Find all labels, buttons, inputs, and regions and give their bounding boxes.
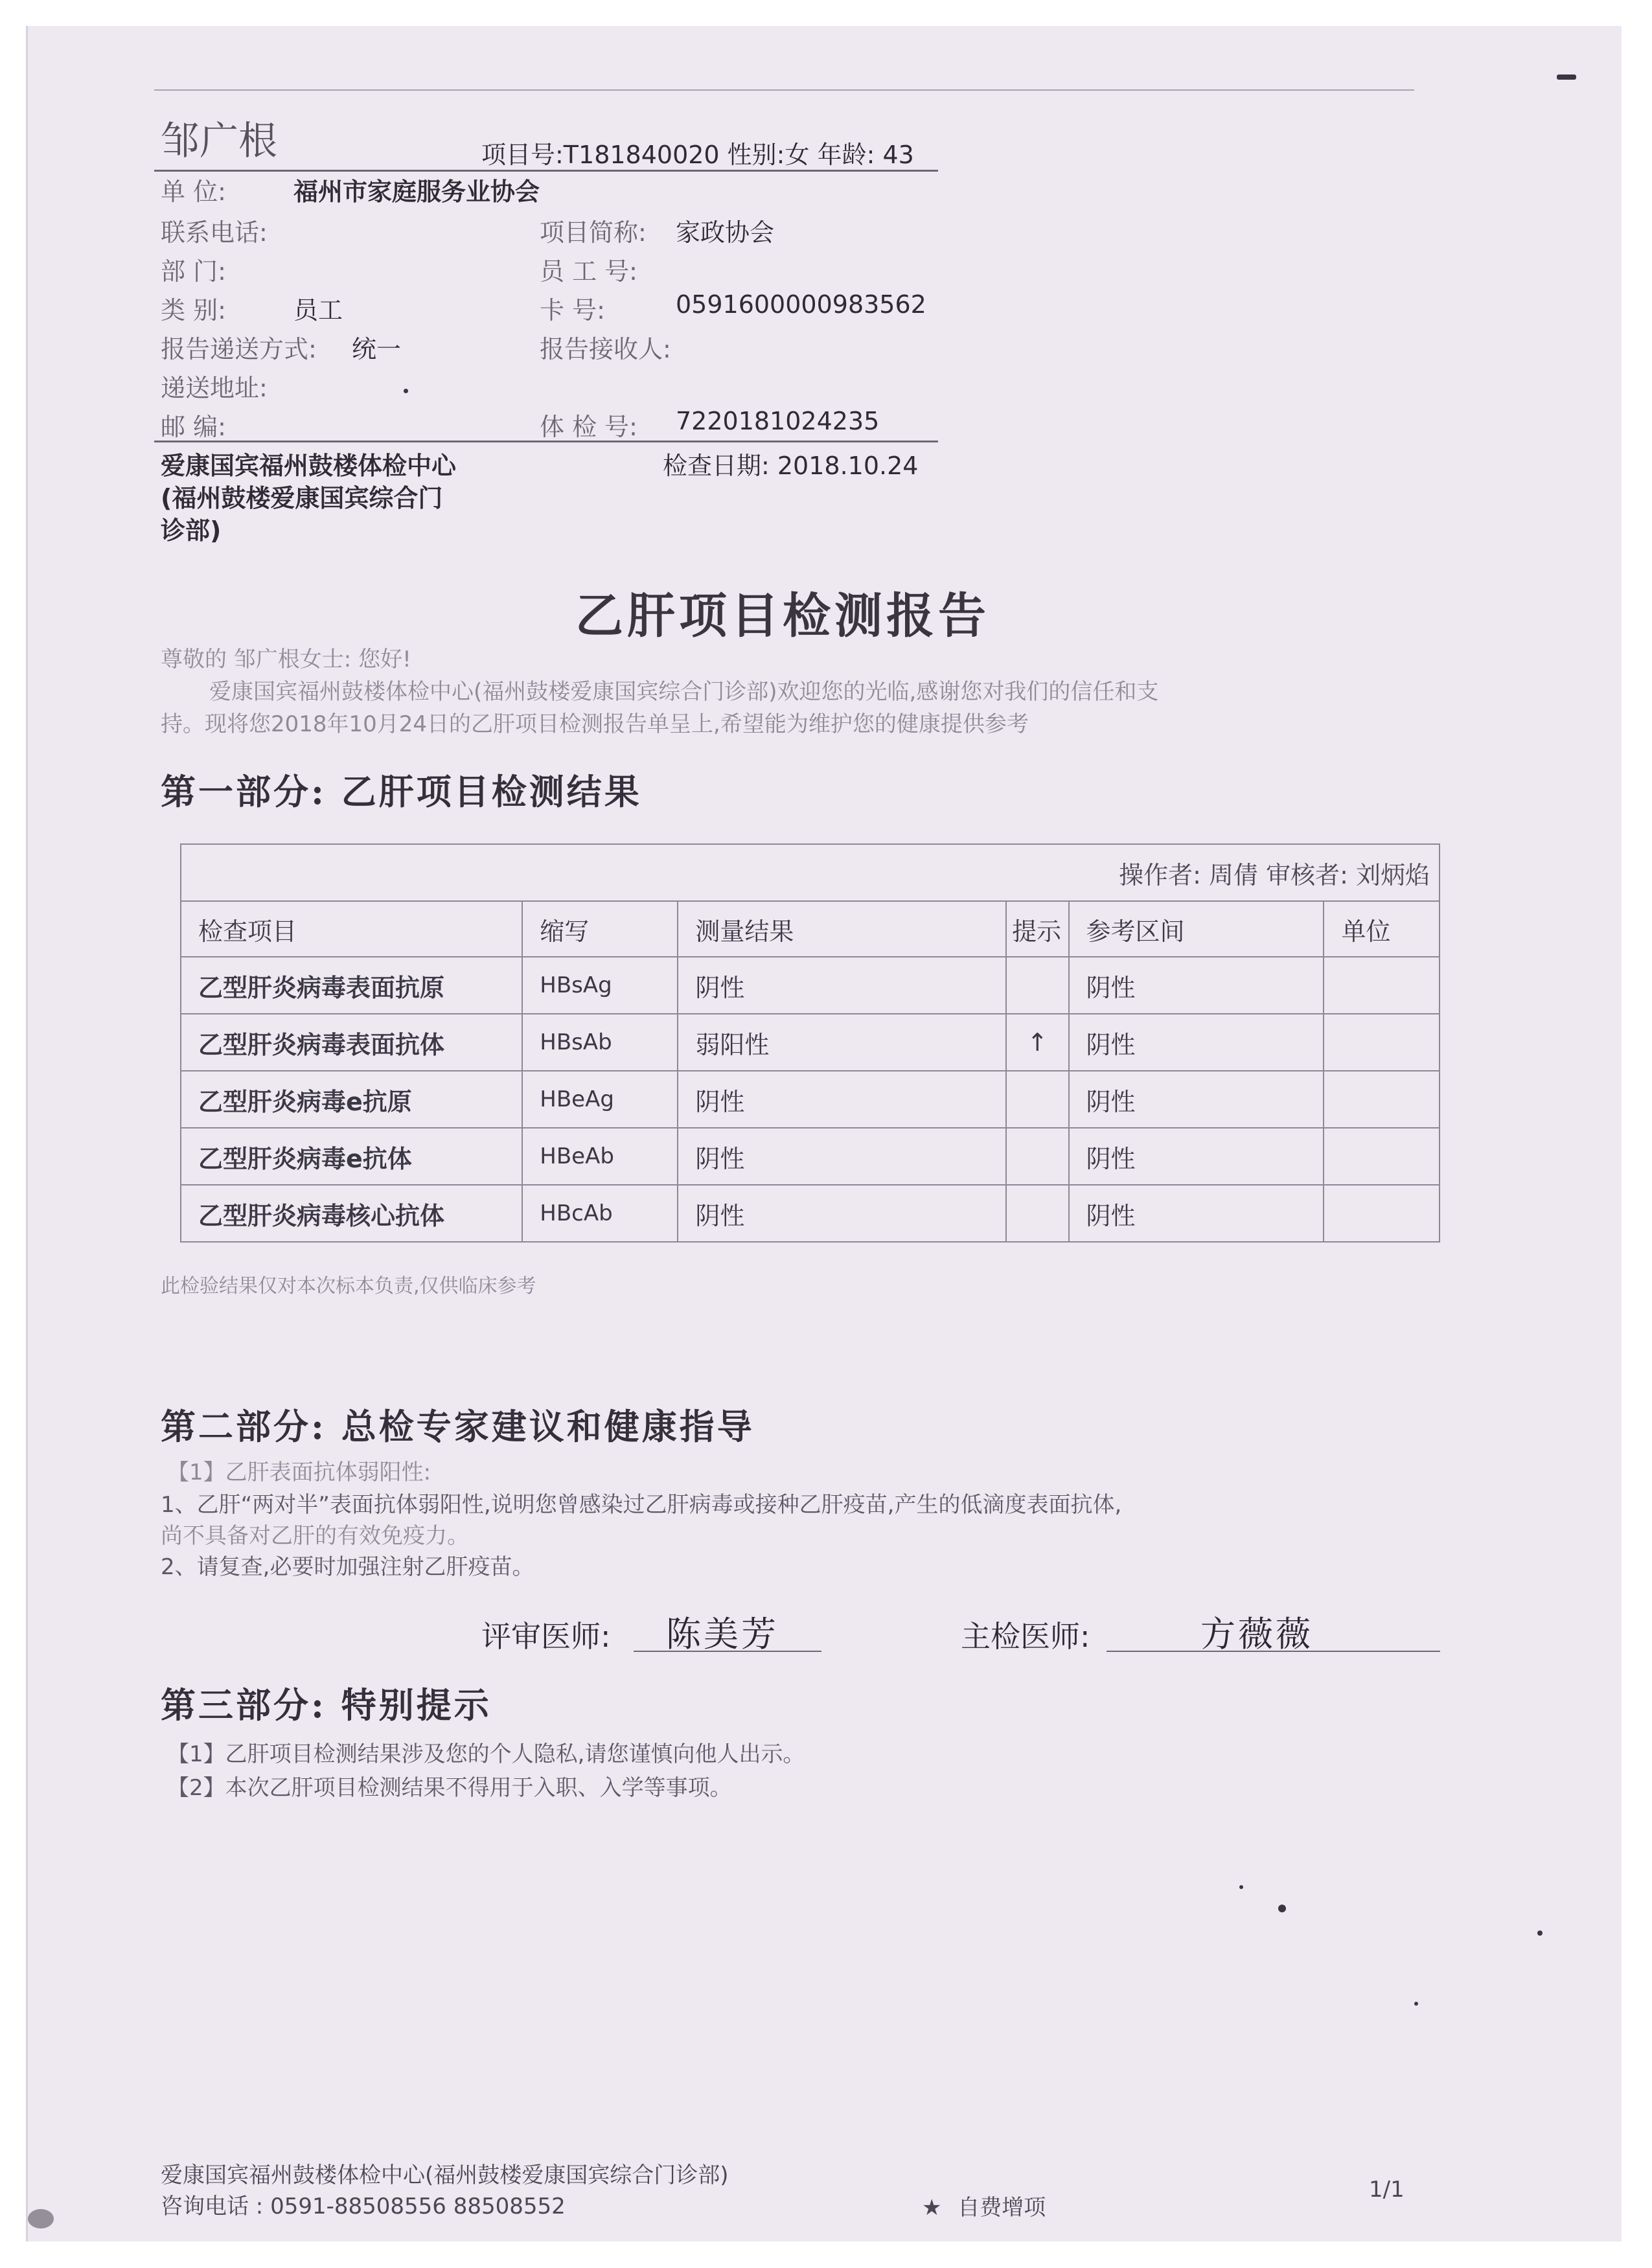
row-abbr: HBsAb bbox=[522, 1014, 678, 1071]
operators: 操作者: 周倩 审核者: 刘炳焰 bbox=[181, 844, 1440, 901]
row-ref: 阴性 bbox=[1069, 957, 1324, 1014]
scan-speck bbox=[1414, 2002, 1418, 2006]
scan-speck bbox=[1278, 1905, 1286, 1912]
advice-line-2: 尚不具备对乙肝的有效免疫力。 bbox=[161, 1523, 469, 1549]
patient-name: 邹广根 bbox=[161, 119, 277, 164]
chief-doctor-label: 主检医师: bbox=[961, 1619, 1090, 1654]
row-ref: 阴性 bbox=[1069, 1071, 1324, 1128]
row-result: 阴性 bbox=[678, 957, 1006, 1014]
col-header-result: 测量结果 bbox=[678, 901, 1006, 957]
dept-label: 部 门: bbox=[161, 257, 226, 286]
category-label: 类 别: bbox=[161, 296, 226, 325]
col-header-unit: 单位 bbox=[1324, 901, 1440, 957]
row-flag bbox=[1006, 1185, 1068, 1242]
notice-item-2: 【2】本次乙肝项目检测结果不得用于入职、入学等事项。 bbox=[167, 1775, 732, 1801]
self-pay-note bbox=[922, 2190, 1046, 2221]
notice-item-1: 【1】乙肝项目检测结果涉及您的个人隐私,请您谨慎向他人出示。 bbox=[167, 1741, 805, 1767]
row-item: 乙型肝炎病毒e抗原 bbox=[181, 1071, 522, 1128]
exam-no-label: 体 检 号: bbox=[540, 413, 637, 441]
category-value: 员工 bbox=[293, 296, 343, 325]
card-label: 卡 号: bbox=[540, 296, 605, 325]
row-result: 阴性 bbox=[678, 1185, 1006, 1242]
row-unit bbox=[1324, 1071, 1440, 1128]
exam-no-value: 7220181024235 bbox=[676, 407, 880, 435]
top-rule bbox=[154, 89, 1414, 91]
header-rule-bottom bbox=[154, 441, 938, 442]
col-header-flag: 提示 bbox=[1006, 901, 1068, 957]
project-name-value: 家政协会 bbox=[676, 218, 775, 247]
row-flag bbox=[1006, 957, 1068, 1014]
advice-line-3: 2、请复查,必要时加强注射乙肝疫苗。 bbox=[161, 1554, 534, 1580]
chief-doctor-name: 方薇薇 bbox=[1200, 1614, 1313, 1655]
address-label: 递送地址: bbox=[161, 374, 268, 402]
review-signature-line bbox=[634, 1651, 821, 1652]
row-result: 阴性 bbox=[678, 1128, 1006, 1185]
row-unit bbox=[1324, 957, 1440, 1014]
center-line-1: 爱康国宾福州鼓楼体检中心 bbox=[161, 452, 457, 480]
operators-row bbox=[181, 844, 1440, 901]
row-result: 弱阳性 bbox=[678, 1014, 1006, 1071]
employee-no-label: 员 工 号: bbox=[540, 257, 637, 286]
row-ref: 阴性 bbox=[1069, 1185, 1324, 1242]
scan-speck bbox=[404, 389, 408, 393]
table-row bbox=[181, 1128, 1440, 1185]
page-number: 1/1 bbox=[1369, 2177, 1405, 2203]
center-line-2: (福州鼓楼爱康国宾综合门 bbox=[161, 484, 443, 512]
unit-value: 福州市家庭服务业协会 bbox=[293, 178, 540, 206]
project-info: 项目号:T181840020 性别:女 年龄: 43 bbox=[481, 141, 914, 169]
table-row bbox=[181, 1071, 1440, 1128]
row-item: 乙型肝炎病毒核心抗体 bbox=[181, 1185, 522, 1242]
footer-phone: 咨询电话 : 0591-88508556 88508552 bbox=[161, 2194, 566, 2219]
header-rule-top bbox=[154, 170, 938, 172]
row-flag bbox=[1006, 1128, 1068, 1185]
row-ref: 阴性 bbox=[1069, 1128, 1324, 1185]
row-unit bbox=[1324, 1128, 1440, 1185]
star-icon: ★ bbox=[922, 2195, 942, 2221]
chief-signature-line bbox=[1107, 1651, 1440, 1652]
row-flag-up-arrow-icon: ↑ bbox=[1006, 1014, 1068, 1071]
intro-line-1: 爱康国宾福州鼓楼体检中心(福州鼓楼爱康国宾综合门诊部)欢迎您的光临,感谢您对我们的信任和支 bbox=[209, 679, 1159, 705]
scan-speck bbox=[1537, 1930, 1543, 1936]
row-item: 乙型肝炎病毒表面抗原 bbox=[181, 957, 522, 1014]
row-ref: 阴性 bbox=[1069, 1014, 1324, 1071]
unit-label: 单 位: bbox=[161, 178, 226, 206]
greeting: 尊敬的 邹广根女士: 您好! bbox=[161, 647, 411, 672]
footer-center: 爱康国宾福州鼓楼体检中心(福州鼓楼爱康国宾综合门诊部) bbox=[161, 2162, 729, 2188]
table-row bbox=[181, 1014, 1440, 1071]
scan-speck bbox=[28, 2209, 54, 2228]
card-value: 0591600000983562 bbox=[676, 290, 926, 319]
col-header-item: 检查项目 bbox=[181, 901, 522, 957]
part2-heading: 第二部分: 总检专家建议和健康指导 bbox=[161, 1406, 755, 1447]
row-abbr: HBcAb bbox=[522, 1185, 678, 1242]
row-unit bbox=[1324, 1185, 1440, 1242]
delivery-value: 统一 bbox=[352, 335, 402, 363]
results-table bbox=[180, 843, 1440, 1243]
phone-label: 联系电话: bbox=[161, 218, 268, 247]
part1-heading: 第一部分: 乙肝项目检测结果 bbox=[161, 771, 642, 812]
table-header-row bbox=[181, 901, 1440, 957]
row-flag bbox=[1006, 1071, 1068, 1128]
project-name-label: 项目简称: bbox=[540, 218, 647, 247]
delivery-label: 报告递送方式: bbox=[161, 335, 317, 363]
row-abbr: HBsAg bbox=[522, 957, 678, 1014]
col-header-ref: 参考区间 bbox=[1069, 901, 1324, 957]
review-doctor-label: 评审医师: bbox=[481, 1619, 611, 1654]
table-row bbox=[181, 1185, 1440, 1242]
scan-speck bbox=[1239, 1885, 1243, 1889]
advice-item-title: 【1】乙肝表面抗体弱阳性: bbox=[167, 1460, 431, 1485]
exam-date: 检查日期: 2018.10.24 bbox=[663, 452, 919, 480]
row-item: 乙型肝炎病毒e抗体 bbox=[181, 1128, 522, 1185]
row-item: 乙型肝炎病毒表面抗体 bbox=[181, 1014, 522, 1071]
part3-heading: 第三部分: 特别提示 bbox=[161, 1684, 492, 1726]
intro-line-2: 持。现将您2018年10月24日的乙肝项目检测报告单呈上,希望能为维护您的健康提供参考 bbox=[161, 711, 1029, 737]
scan-speck bbox=[1557, 74, 1576, 80]
row-abbr: HBeAg bbox=[522, 1071, 678, 1128]
row-result: 阴性 bbox=[678, 1071, 1006, 1128]
row-unit bbox=[1324, 1014, 1440, 1071]
center-line-3: 诊部) bbox=[161, 516, 222, 545]
self-pay-label: 自费增项 bbox=[958, 2195, 1046, 2221]
results-disclaimer: 此检验结果仅对本次标本负责,仅供临床参考 bbox=[161, 1275, 536, 1298]
table-row bbox=[181, 957, 1440, 1014]
review-doctor-name: 陈美芳 bbox=[666, 1614, 779, 1655]
advice-line-1: 1、乙肝“两对半”表面抗体弱阳性,说明您曾感染过乙肝病毒或接种乙肝疫苗,产生的低滴度表面抗体, bbox=[161, 1492, 1122, 1518]
col-header-abbr: 缩写 bbox=[522, 901, 678, 957]
receiver-label: 报告接收人: bbox=[540, 335, 671, 363]
report-title: 乙肝项目检测报告 bbox=[575, 588, 990, 644]
postcode-label: 邮 编: bbox=[161, 413, 226, 441]
report-page bbox=[26, 26, 1622, 2241]
row-abbr: HBeAb bbox=[522, 1128, 678, 1185]
